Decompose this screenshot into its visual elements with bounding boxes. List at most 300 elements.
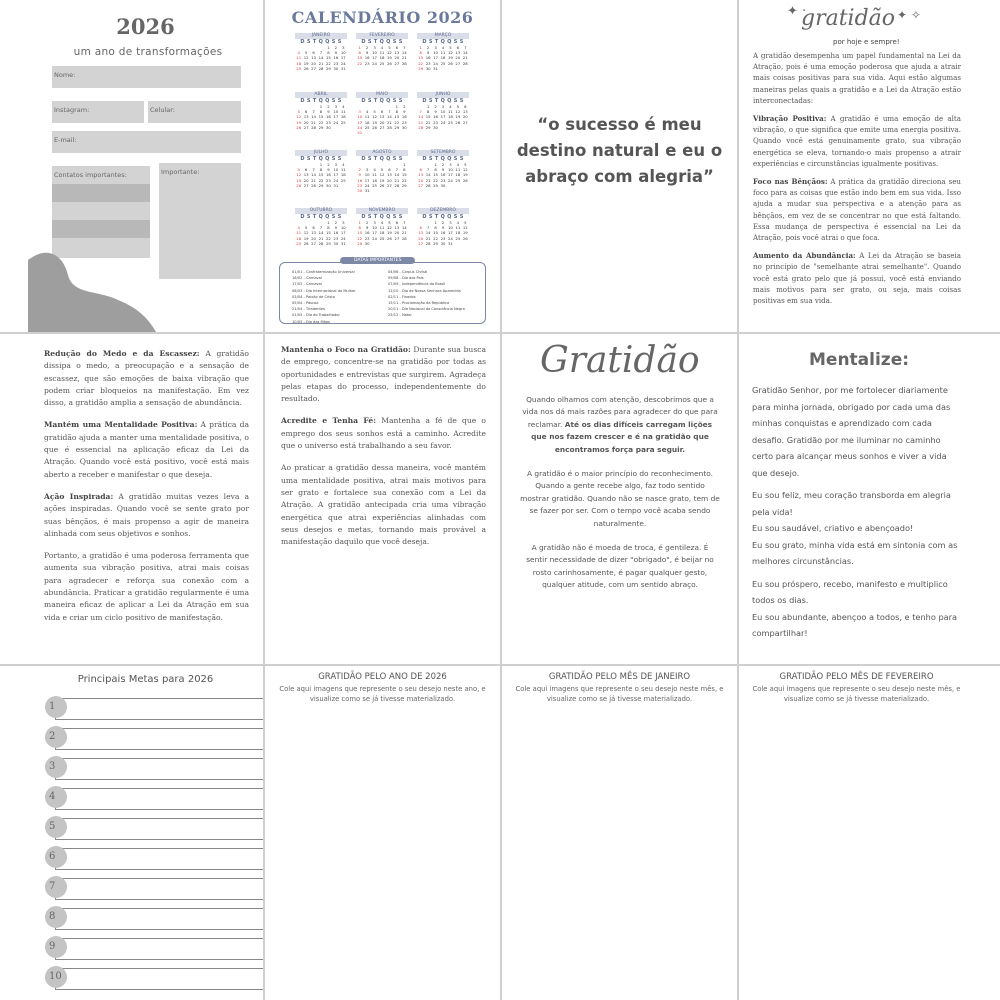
calendar-day: 8 [327, 225, 330, 231]
text-block [281, 344, 486, 548]
calendar-day: 22 [326, 60, 331, 66]
calendar-day: 13 [311, 55, 316, 61]
calendar-day: 2 [441, 220, 445, 225]
calendar-day: 27 [379, 124, 385, 130]
calendar-day: 9 [441, 167, 445, 173]
calendar-day: 13 [303, 114, 309, 120]
goal-number: 10 [45, 966, 67, 988]
calendar-day: 28 [425, 240, 431, 246]
calendar-day: 20 [311, 235, 316, 241]
calendar-day: 29 [433, 240, 438, 246]
calendar-day: 14 [462, 50, 468, 56]
important-date: 10/05 - Dia das Mães [292, 319, 330, 324]
calendar-day: 1 [434, 220, 437, 225]
weekday-header: D S T Q Q S S [422, 214, 464, 220]
calendar-day: 5 [380, 167, 384, 173]
calendar-day: 16 [333, 230, 339, 236]
calendar-day: 11 [296, 230, 302, 236]
calendar-day: 25 [372, 182, 377, 188]
page-description: Cole aqui imagens que represente o seu desejo neste mês, e visualize como se já tivesse materializado. [515, 685, 724, 703]
calendar-day: 3 [449, 162, 452, 167]
weekday-header: D S T Q Q S S [300, 214, 342, 220]
calendar-page [265, 0, 500, 332]
month-block [417, 33, 469, 71]
calendar-day: 18 [296, 235, 302, 241]
calendar-day: 13 [418, 172, 424, 178]
calendar-day: 19 [387, 230, 392, 236]
calendar-day: 10 [440, 109, 446, 115]
calendar-day: 23 [440, 177, 446, 183]
calendar-day: 2 [334, 220, 338, 225]
calendar-day: 31 [340, 65, 346, 71]
calendar-day: 20 [394, 55, 400, 61]
calendar-day: 19 [448, 55, 453, 61]
calendar-day: 26 [296, 124, 302, 130]
contacts-stripe [52, 220, 150, 238]
calendar-day: 25 [340, 119, 346, 125]
calendar-day: 17 [448, 172, 453, 178]
calendar-day: 5 [297, 109, 300, 115]
calendar-day: 29 [357, 240, 363, 246]
field-label: E-mail: [54, 136, 77, 144]
calendar-day: 30 [326, 124, 331, 130]
mentalize-page [739, 334, 1000, 664]
calendar-day: 8 [319, 109, 323, 115]
goal-row [45, 786, 263, 810]
calendar-day: 5 [456, 104, 460, 109]
calendar-day: 3 [334, 162, 338, 167]
calendar-day: 26 [296, 182, 302, 188]
goal-row [45, 696, 263, 720]
calendar-day: 9 [403, 109, 406, 115]
calendar-day: 26 [448, 60, 453, 66]
calendar-day: 10 [364, 172, 370, 178]
goal-number: 2 [45, 726, 67, 748]
calendar-day: 25 [340, 177, 346, 183]
calendar-day: 8 [419, 50, 422, 56]
month-name: NOVEMBRO [356, 208, 408, 214]
month-name: OUTUBRO [295, 208, 347, 214]
calendar-day: 24 [448, 177, 453, 183]
calendar-day: 11 [455, 167, 461, 173]
calendar-day: 14 [425, 230, 431, 236]
affirmation: Eu sou saudável, criativo e abençoado! [752, 523, 914, 533]
calendar-day: 6 [419, 225, 422, 231]
calendar-day: 17 [440, 114, 446, 120]
calendar-day: 4 [342, 162, 345, 167]
paragraph: Vibração Positiva: A gratidão é uma emoção de alta vibração, o que significa que emite uma energia positiva. Quando você está genuinamente grato, sua vibração energética se eleva, tornando-o mais propenso a atrair experiências e circunstâncias igualmente positivas. [753, 114, 962, 168]
goal-input[interactable] [55, 848, 263, 870]
contacts-stripe [52, 184, 150, 202]
calendar-day: 8 [403, 167, 406, 173]
month-name: FEVEREIRO [356, 33, 408, 39]
field-label: Celular: [150, 106, 176, 114]
important-date: 04/06 - Corpus Christi [388, 270, 428, 274]
calendar-day: 2 [434, 104, 437, 109]
important-date: 25/12 - Natal [388, 313, 412, 318]
calendar-day: 1 [395, 104, 399, 109]
paragraph: Acredite e Tenha Fé: Mantenha a fé de que o emprego dos seus sonhos está a caminho. Acredite que o universo está trabalhando a seu favor. [281, 416, 486, 451]
calendar-day: 10 [448, 167, 453, 173]
calendar-day: 9 [327, 109, 330, 115]
important-date: 01/05 - Dia do Trabalhador [292, 313, 340, 318]
phone-field[interactable] [148, 101, 241, 123]
calendar-day: 28 [387, 124, 392, 130]
goal-input[interactable] [55, 758, 263, 780]
calendar-day: 7 [403, 220, 406, 225]
goal-row [45, 726, 263, 750]
calendar-day: 24 [340, 235, 346, 241]
calendar-day: 4 [380, 220, 384, 225]
calendar-day: 1 [434, 162, 437, 167]
calendar-day: 19 [296, 119, 302, 125]
calendar-day: 11 [379, 225, 385, 231]
calendar-day: 1 [419, 45, 422, 50]
calendar-day: 12 [387, 225, 392, 231]
gratitude-intro-page [739, 0, 1000, 332]
calendar-day: 2 [441, 162, 445, 167]
calendar-day: 20 [394, 230, 400, 236]
calendar-day: 11 [340, 109, 346, 115]
calendar-day: 18 [455, 230, 461, 236]
calendar-day: 27 [387, 182, 392, 188]
month-name: MARÇO [417, 33, 469, 39]
calendar-day: 6 [464, 104, 467, 109]
month-name: MAIO [356, 92, 408, 98]
days-grid [356, 220, 408, 246]
calendar-day: 24 [372, 60, 377, 66]
calendar-day: 24 [372, 235, 377, 241]
calendar-day: 18 [379, 230, 385, 236]
calendar-day: 8 [434, 167, 437, 173]
days-grid [417, 220, 469, 246]
calendar-day: 16 [440, 230, 446, 236]
name-field[interactable] [52, 66, 241, 88]
goal-number: 1 [45, 696, 67, 718]
month-block [356, 208, 408, 246]
calendar-day: 21 [387, 119, 392, 125]
calendar-day: 1 [327, 220, 330, 225]
calendar-day: 8 [426, 109, 430, 115]
gratitude-text-page [502, 334, 737, 664]
page-title: GRATIDÃO PELO MÊS DE FEVEREIRO [779, 672, 934, 682]
calendar-day: 17 [340, 230, 346, 236]
calendar-day: 8 [395, 109, 399, 115]
calendar-day: 12 [387, 50, 392, 56]
weekday-header: D S T Q Q S S [361, 39, 403, 45]
calendar-day: 3 [334, 104, 338, 109]
calendar-day: 4 [365, 109, 369, 115]
calendar-day: 26 [387, 235, 392, 241]
paragraph: Quando olhamos com atenção, descobrimos que a vida nos dá mais razões para agradecer do que para reclamar. Até os dias difíceis carregam lições que nos fazem crescer e é na gratidão que encontramos força para seguir. [522, 395, 718, 454]
days-grid [417, 162, 469, 188]
calendar-day: 5 [373, 109, 376, 115]
calendar-day: 26 [372, 124, 377, 130]
calendar-day: 13 [394, 50, 400, 56]
calendar-day: 11 [296, 55, 302, 61]
calendar-day: 30 [333, 240, 339, 246]
page-title: GRATIDÃO PELO ANO DE 2026 [318, 672, 447, 682]
calendar-day: 22 [326, 235, 331, 241]
goal-input[interactable] [55, 968, 263, 990]
calendar-day: 28 [418, 124, 424, 130]
sparkle-icon: ✦ · [787, 4, 807, 19]
calendar-day: 25 [296, 65, 302, 71]
calendar-day: 26 [462, 235, 468, 241]
calendar-day: 15 [433, 172, 438, 178]
field-label: Instagram: [54, 106, 90, 114]
month-name: JANEIRO [295, 33, 347, 39]
fear-reduction-page [28, 334, 263, 664]
calendar-day: 15 [418, 55, 424, 61]
field-label: Nome: [54, 71, 76, 79]
cover-subtitle: um ano de transformações [73, 46, 223, 58]
paragraph: A gratidão é o maior princípio do reconhecimento. Quando a gente recebe algo, faz todo sentido mostrar gratidão. Quando não se nasce grato, tem de se fazer por ser. Com o tempo você acaba sendo naturalmente. [520, 469, 720, 528]
calendar-day: 12 [462, 167, 468, 173]
calendar-day: 31 [333, 182, 339, 188]
calendar-day: 8 [319, 167, 323, 173]
calendar-day: 15 [326, 230, 331, 236]
sparkle-icon: ✦ ✧ [897, 8, 921, 22]
goal-input[interactable] [55, 698, 263, 720]
paragraph: Ação Inspirada: A gratidão muitas vezes leva a ações inspiradas. Quando você se sente grato por suas bênçãos, é mais propenso a agir de maneira alinhada com seus objetivos e sonhos. [44, 491, 249, 538]
goal-row [45, 966, 263, 990]
calendar-day: 9 [327, 167, 330, 173]
calendar-day: 3 [449, 220, 452, 225]
calendar-day: 1 [319, 162, 323, 167]
calendar-day: 9 [441, 225, 445, 231]
contacts-field[interactable] [52, 166, 150, 258]
calendar-day: 23 [357, 182, 363, 188]
calendar-day: 10 [372, 50, 377, 56]
weekday-header: D S T Q Q S S [300, 156, 342, 162]
calendar-day: 15 [401, 172, 407, 178]
calendar-day: 7 [388, 109, 391, 115]
calendar-day: 24 [333, 119, 339, 125]
calendar-day: 21 [318, 60, 324, 66]
calendar-day: 2 [365, 220, 369, 225]
calendar-day: 16 [357, 177, 363, 183]
month-name: SETEMBRO [417, 150, 469, 156]
days-grid [295, 45, 347, 71]
calendar-day: 7 [464, 45, 467, 50]
calendar-day: 22 [394, 119, 400, 125]
calendar-day: 6 [380, 109, 384, 115]
goal-input[interactable] [55, 908, 263, 930]
calendar-day: 29 [394, 124, 400, 130]
calendar-day: 23 [433, 119, 438, 125]
calendar-day: 27 [418, 182, 424, 188]
calendar-day: 13 [303, 172, 309, 178]
gratitude-year-page [265, 666, 500, 1000]
goal-row [45, 906, 263, 930]
calendar-day: 14 [311, 172, 316, 178]
month-block [417, 150, 469, 188]
email-field[interactable] [52, 131, 241, 153]
month-block [295, 150, 347, 188]
calendar-day: 17 [333, 172, 339, 178]
important-date: 12/10 - Dia de Nossa Senhora Aparecida [388, 288, 461, 293]
intro-paragraph: A gratidão desempenha um papel fundamental na Lei da Atração, pois é uma emoção poderosa que ajuda a atrair mais coisas positivas para sua vida. Aqui estão algumas maneiras pelas quais a gratidão e a Lei da Atração estão interconectadas: [753, 51, 961, 105]
weekday-header: D S T Q Q S S [422, 39, 464, 45]
calendar-day: 20 [455, 55, 461, 61]
calendar-day: 28 [462, 60, 468, 66]
calendar-day: 13 [387, 172, 392, 178]
calendar-day: 10 [340, 225, 346, 231]
important-dates-title: DATAS IMPORTANTES [340, 257, 415, 264]
calendar-day: 30 [326, 182, 331, 188]
calendar-day: 4 [449, 104, 452, 109]
calendar-day: 15 [357, 230, 363, 236]
calendar-day: 22 [357, 60, 363, 66]
paragraph: Redução do Medo e da Escassez: A gratidão dissipa o medo, a preocupação e a sensação de escassez, que são emoções de baixa vibração que podem criar bloqueios na manifestação. Em vez disso, a gratidão amplia a sensação de abundância. [44, 349, 249, 408]
calendar-day: 1 [403, 162, 406, 167]
calendar-day: 13 [379, 114, 385, 120]
gratitude-january-page [502, 666, 737, 1000]
calendar-day: 29 [318, 124, 324, 130]
calendar-day: 30 [425, 65, 431, 71]
cover-page [28, 0, 263, 332]
paragraph: Foco nas Bênçãos: A prática da gratidão direciona seu foco para as coisas que estão indo bem em sua vida. Isso ajuda a mudar sua perspectiva e a atenção para as bênçãos, em vez de se concentrar no que está faltando. Essa mudança de perspectiva é essencial na Lei da Atração, pois você atrai o que foca. [753, 177, 962, 243]
field-label: Contatos importantes: [54, 171, 127, 179]
important-dates-right [388, 269, 465, 319]
affirmation: Eu sou abundante, abençoo a todos, e tenho para compartilhar! [752, 611, 958, 638]
calendar-day: 18 [448, 114, 453, 120]
calendar-day: 9 [365, 50, 369, 56]
calendar-day: 22 [433, 235, 438, 241]
calendar-day: 18 [379, 55, 385, 61]
important-date: 15/11 - Proclamação da República [388, 301, 450, 306]
calendar-day: 2 [365, 45, 369, 50]
calendar-day: 22 [318, 119, 324, 125]
calendar-day: 6 [419, 167, 422, 173]
calendar-day: 21 [462, 55, 468, 61]
calendar-day: 9 [365, 225, 369, 231]
calendar-day: 22 [433, 177, 438, 183]
calendar-day: 13 [394, 225, 400, 231]
calendar-day: 7 [312, 109, 315, 115]
important-date: 01/01 - Confraternização Universal [292, 270, 355, 274]
calendar-day: 26 [303, 65, 309, 71]
calendar-day: 12 [379, 172, 385, 178]
calendar-day: 13 [311, 230, 316, 236]
goal-input[interactable] [55, 818, 263, 840]
calendar-day: 19 [379, 177, 385, 183]
calendar-day: 10 [433, 50, 438, 56]
calendar-day: 18 [296, 60, 302, 66]
calendar-day: 5 [464, 220, 467, 225]
calendar-day: 4 [297, 225, 300, 231]
month-name: AGOSTO [356, 150, 408, 156]
calendar-day: 5 [304, 225, 308, 231]
calendar-day: 27 [311, 65, 316, 71]
calendar-day: 1 [327, 45, 330, 50]
calendar-day: 29 [401, 182, 407, 188]
calendar-day: 30 [433, 124, 438, 130]
calendar-day: 23 [333, 235, 339, 241]
calendar-day: 17 [340, 55, 346, 61]
calendar-day: 31 [433, 65, 438, 71]
important-date: 07/09 - Independência do Brasil [388, 282, 446, 287]
quote-text: “o sucesso é meu destino natural e eu o abraço com alegria” [516, 115, 723, 186]
calendar-day: 6 [304, 167, 308, 173]
calendar-day: 30 [401, 124, 407, 130]
calendar-day: 16 [433, 114, 438, 120]
calendar-day: 17 [333, 114, 339, 120]
paragraph: Ao praticar a gratidão dessa maneira, você mantém uma mentalidade positiva, atrai mais motivos para ser grato e fortalece sua conexão com a Lei da Atração. A gratidão antecipada cria uma vibração energética que atrai experiências alinhadas com seus desejos e metas, tornando mais provável a manifestação daquilo que você deseja. [281, 463, 486, 547]
instagram-field[interactable] [52, 101, 144, 123]
goal-number: 5 [45, 816, 67, 838]
calendar-day: 15 [433, 230, 438, 236]
calendar-day: 9 [334, 225, 338, 231]
calendar-day: 14 [318, 230, 324, 236]
calendar-day: 21 [401, 55, 407, 61]
calendar-day: 10 [357, 114, 363, 120]
goal-number: 4 [45, 786, 67, 808]
weekday-header: D S T Q Q S S [422, 98, 464, 104]
month-block [295, 208, 347, 246]
calendar-day: 7 [395, 167, 399, 173]
calendar-day: 24 [364, 182, 370, 188]
calendar-day: 23 [401, 119, 407, 125]
calendar-day: 20 [379, 119, 385, 125]
goal-input[interactable] [55, 938, 263, 960]
page-description: Cole aqui imagens que represente o seu desejo neste mês, e visualize como se já tivesse materializado. [752, 685, 961, 703]
calendar-day: 22 [425, 119, 431, 125]
affirmation: Eu sou feliz, meu coração transborda em alegria pela vida! [752, 490, 951, 517]
calendar-day: 17 [372, 230, 377, 236]
calendar-day: 7 [319, 50, 323, 56]
calendar-day: 28 [318, 240, 324, 246]
weekday-header: D S T Q Q S S [361, 214, 403, 220]
days-grid [295, 104, 347, 130]
calendar-day: 18 [340, 172, 346, 178]
calendar-day: 7 [319, 225, 323, 231]
calendar-day: 2 [358, 167, 361, 173]
goal-input[interactable] [55, 788, 263, 810]
calendar-day: 26 [455, 119, 461, 125]
calendar-day: 11 [372, 172, 377, 178]
calendar-day: 18 [364, 119, 370, 125]
calendar-day: 6 [304, 109, 308, 115]
goal-input[interactable] [55, 878, 263, 900]
calendar-day: 20 [303, 177, 309, 183]
calendar-day: 18 [340, 114, 346, 120]
calendar-day: 28 [425, 182, 431, 188]
calendar-day: 16 [333, 55, 339, 61]
calendar-day: 16 [364, 55, 370, 61]
calendar-day: 10 [340, 50, 346, 56]
important-date: 02/11 - Finados [388, 294, 416, 299]
calendar-day: 11 [440, 50, 446, 56]
calendar-day: 22 [318, 177, 324, 183]
calendar-day: 10 [333, 167, 339, 173]
calendar-day: 17 [448, 230, 453, 236]
important-date: 03/04 - Paixão de Cristo [292, 294, 335, 299]
calendar-day: 29 [418, 65, 424, 71]
calendar-day: 23 [364, 60, 370, 66]
calendar-day: 26 [379, 182, 385, 188]
month-block [417, 92, 469, 130]
calendar-day: 4 [441, 45, 445, 50]
goal-input[interactable] [55, 728, 263, 750]
calendar-day: 23 [326, 177, 331, 183]
goal-row [45, 936, 263, 960]
calendar-day: 7 [426, 167, 430, 173]
calendar-day: 15 [326, 55, 331, 61]
calendar-day: 19 [462, 172, 468, 178]
calendar-day: 29 [425, 124, 431, 130]
